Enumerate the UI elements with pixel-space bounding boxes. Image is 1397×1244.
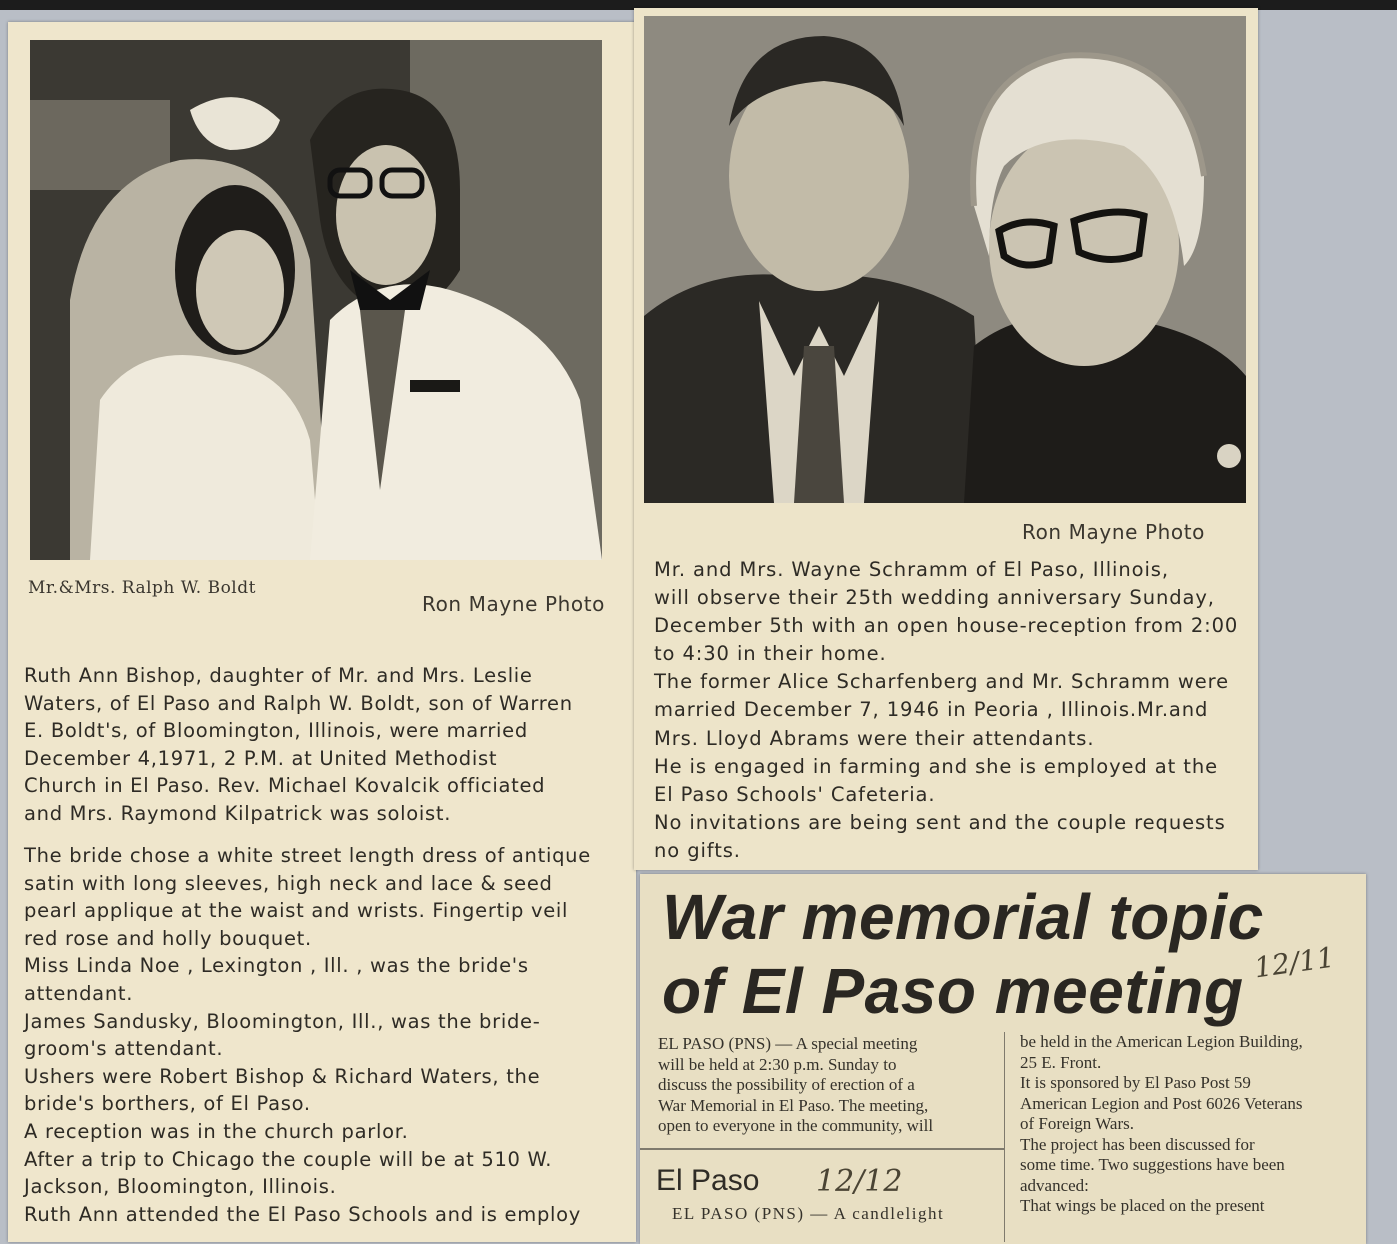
wedding-clipping — [8, 22, 636, 1242]
photo-credit: Ron Mayne Photo — [1022, 520, 1206, 544]
photo-credit: Ron Mayne Photo — [422, 592, 606, 616]
sub-handwritten-date: 12/12 — [816, 1164, 903, 1199]
anniversary-photo — [644, 16, 1246, 503]
sub-article-text: EL PASO (PNS) — A candlelight — [672, 1204, 945, 1223]
headline: War memorial topic of El Paso meeting — [662, 881, 1264, 1027]
war-memorial-clipping — [640, 874, 1366, 1244]
photo-caption: Mr.&Mrs. Ralph W. Boldt — [28, 578, 256, 598]
handwritten-date: 12/11 — [1252, 940, 1337, 985]
anniversary-text: Mr. and Mrs. Wayne Schramm of El Paso, Illinois, will observe their 25th wedding anniversary Sunday, December 5th with an open house-reception from 2:00 to 4:30 in their home. The former Alice Scharfenberg and Mr. Schramm were married December 7, 1946 in Peoria , Illinois.Mr.and Mrs. Lloyd Abrams were their attendants. He is engaged in farming and she is employed at the El Paso Schools' Cafeteria. No invitations are being sent and the couple requests no gifts. — [654, 558, 1239, 862]
column-divider — [1004, 1032, 1005, 1242]
article-column-1: EL PASO (PNS) — A special meeting will be held at 2:30 p.m. Sunday to discuss the possibility of erection of a War Memorial in El Paso. The meeting, open to everyone in the community, will — [658, 1034, 934, 1135]
wedding-photo — [30, 40, 602, 560]
article-column-2: be held in the American Legion Building, 25 E. Front. It is sponsored by El Paso Post 59 American Legion and Post 6026 Veterans of Foreign Wars. The project has been discussed for some time. Two suggestions have been advanced: That wings be placed on the present — [1020, 1032, 1303, 1215]
wedding-paragraph-2: The bride chose a white street length dress of antique satin with long sleeves, high neck and lace & seed pearl applique at the waist and wrists. Fingertip veil red rose and holly bouquet. Miss Linda Noe , Lexington , Ill. , was the bride's attendant. James Sandusky, Bloomington, Ill., was the bride- groom's attendant. Ushers were Robert Bishop & Richard Waters, the bride's borthers, of El Paso. A reception was in the church parlor. After a trip to Chicago the couple will be at 510 W. Jackson, Bloomington, Illinois. Ruth Ann attended the El Paso Schools and is employ — [24, 844, 591, 1226]
sub-headline: El Paso — [656, 1164, 760, 1197]
wedding-paragraph-1: Ruth Ann Bishop, daughter of Mr. and Mrs. Leslie Waters, of El Paso and Ralph W. Boldt, son of Warren E. Boldt's, of Bloomington, Illinois, were married December 4,1971, 2 P.M. at United Methodist Church in El Paso. Rev. Michael Kovalcik officiated and Mrs. Raymond Kilpatrick was soloist. — [24, 664, 573, 825]
anniversary-clipping — [634, 8, 1258, 870]
sub-article-rule — [640, 1148, 1004, 1150]
